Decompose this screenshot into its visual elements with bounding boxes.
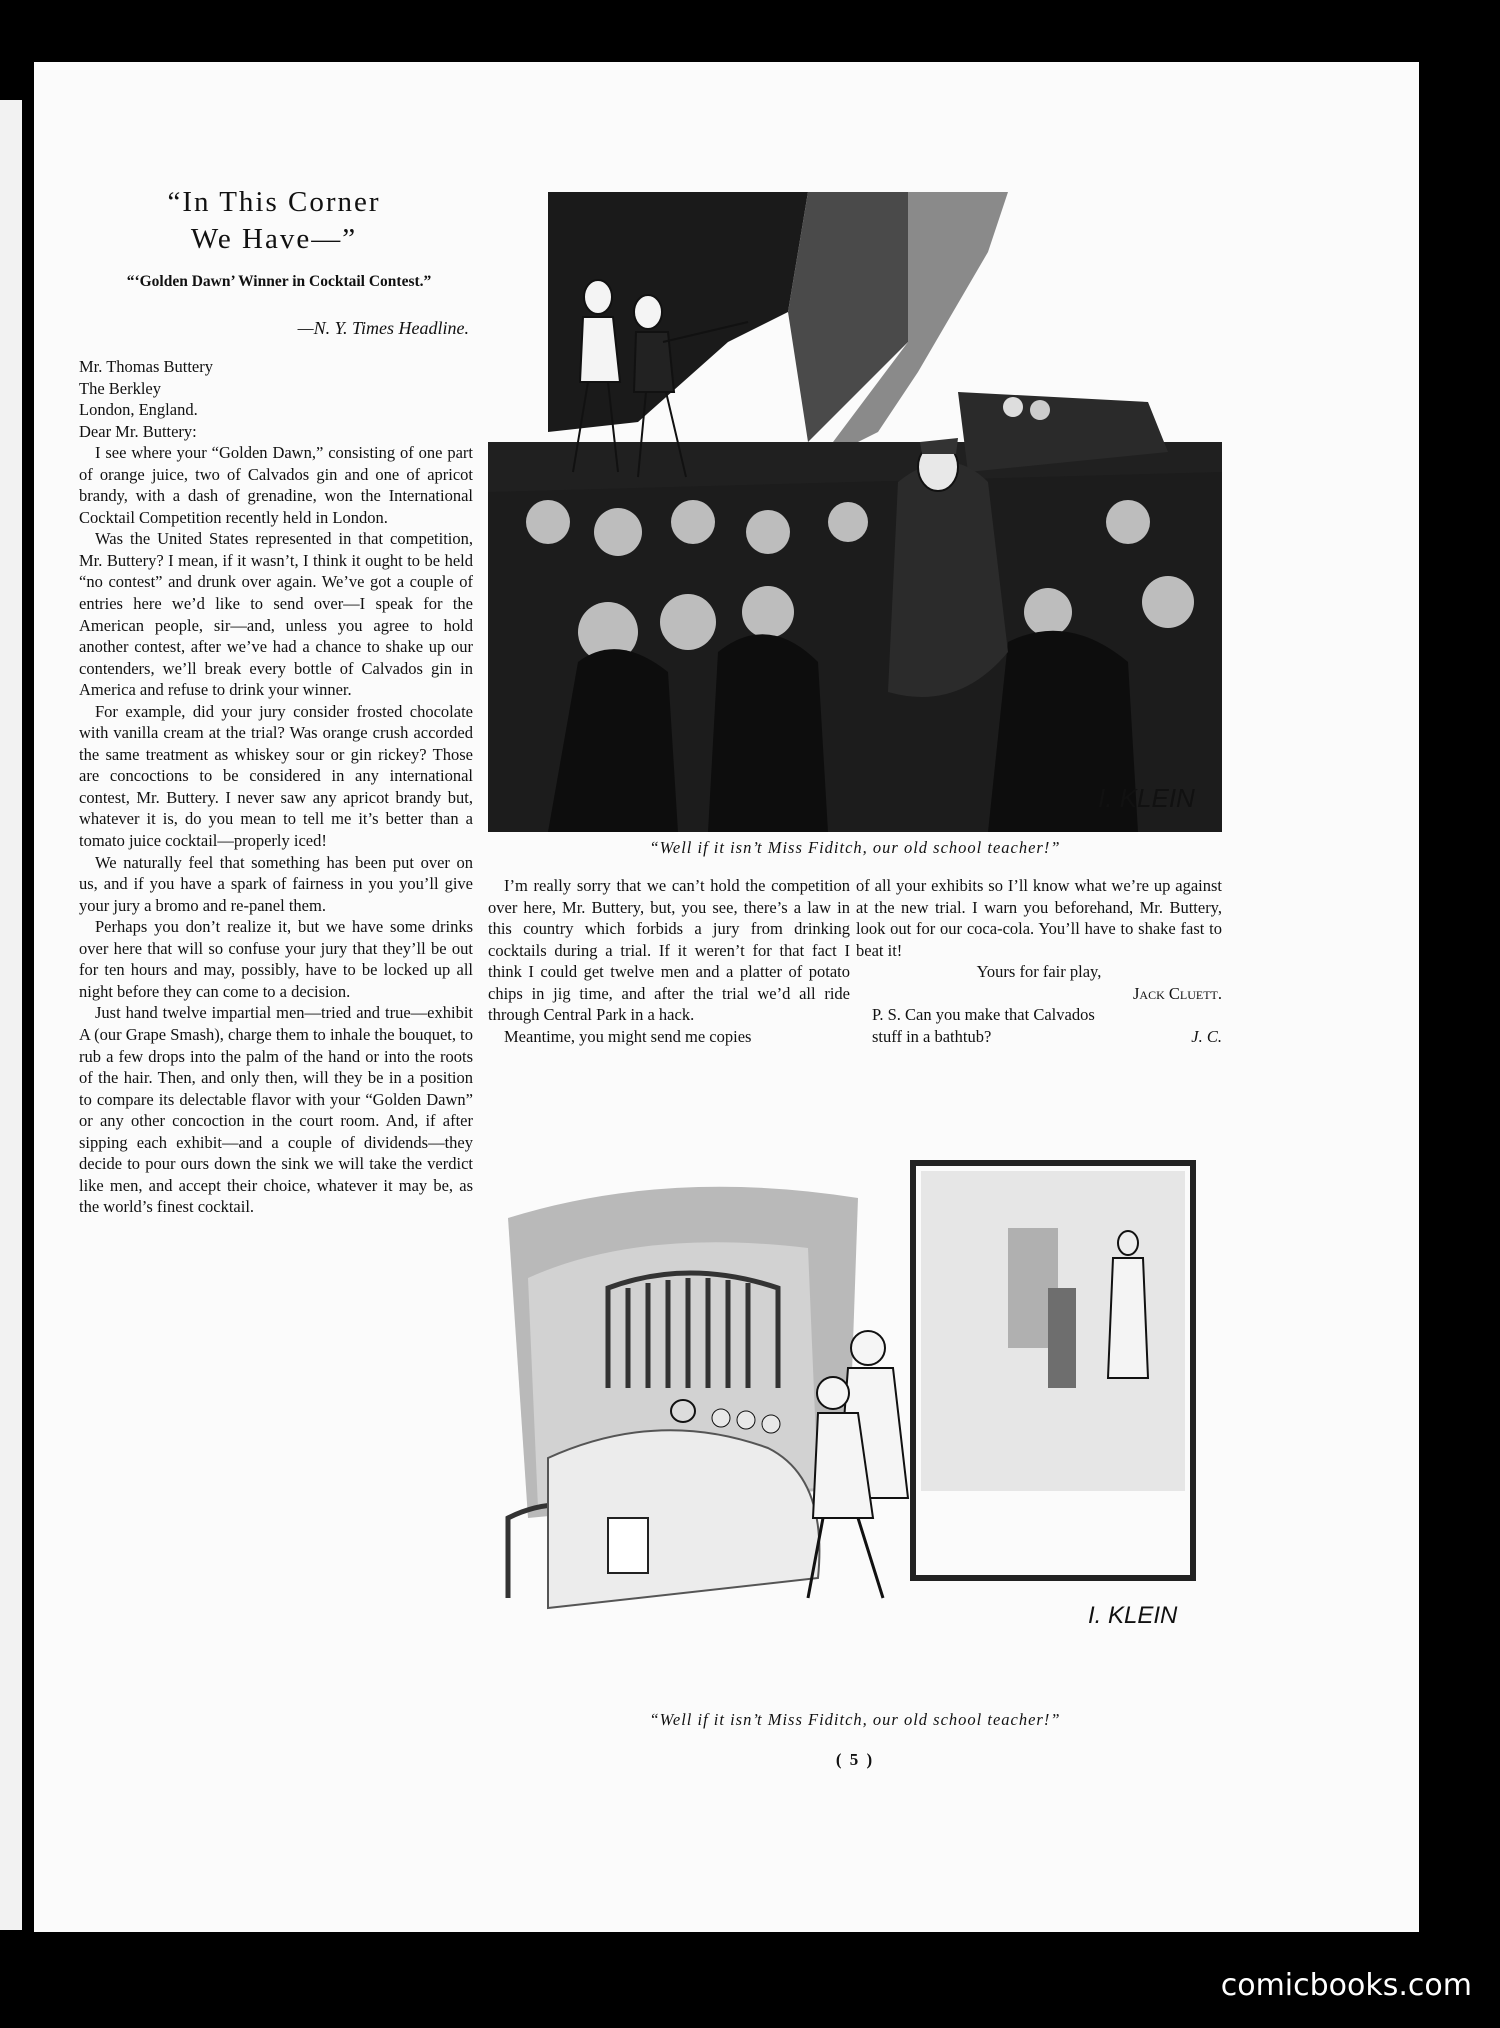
paragraph: Was the United States represented in that competition, Mr. Buttery? I mean, if it wasn’t, I think it ought to be held “no contest” and drunk over again. We’ve got a couple of entries here we’d like to send over—I speak for the American people, sir—and, unless you agree to hold another contest, after we’ve had a chance to shake up our contenders, we’ll break every bottle of Calvados gin in America and refuse to drink your winner. [79, 529, 473, 700]
page-number: ( 5 ) [835, 1750, 875, 1769]
paragraph: Just hand twelve impartial men—tried and true—exhibit A (our Grape Smash), charge them to inhale the bouquet, to rub a few drops into the palm of the hand or into the roots of the hair. Then, and only then, will they be in a position to compare its delectable flavor with your “Golden Dawn” or any other concoction in the court room. And, if after sipping each exhibit—and a couple of dividends—they decide to pour ours down the sink we will take the verdict like men, and accept their choice, whatever it may be, as the world’s finest cocktail. [79, 1003, 473, 1217]
watermark: comicbooks.com [1220, 1968, 1472, 2003]
postscript-initials: J. C. [1191, 1026, 1222, 1046]
postscript-text: stuff in a bathtub? [872, 1026, 992, 1046]
paragraph: Perhaps you don’t realize it, but we have some drinks over here that will so confuse your jury that they’ll be out for ten hours and may, possibly, have to be locked up all night before they can come to a decision. [79, 917, 473, 1001]
paragraph: We naturally feel that something has been put over on us, and if you have a spark of fairness in you you’ll give your jury a bromo and re-panel them. [79, 852, 473, 915]
article-title [94, 184, 454, 258]
top-illustration-signature: I. KLEIN [1098, 783, 1195, 813]
paragraph: Meantime, you might send me copies [504, 1026, 752, 1046]
bottom-illustration-caption: “Well if it isn’t Miss Fiditch, our old school teacher!” [649, 1710, 1061, 1729]
paragraph: For example, did your jury consider frosted chocolate with vanilla cream at the trial? Was orange crush accorded the same treatment as whiskey sour or gin rickey? Those are concoctions to be considered in any international contest, Mr. Buttery. I never saw any apricot brandy but, whatever it is, do you mean to tell me it’s better than a tomato juice cocktail—properly iced! [79, 701, 473, 851]
hospital-cartoon [488, 1158, 1222, 1703]
text-column-3 [856, 875, 1222, 1047]
postscript: P. S. Can you make that Calvados [872, 1005, 1095, 1025]
theater-cartoon [488, 192, 1222, 832]
theater-illustration [488, 192, 1222, 832]
top-illustration-caption: “Well if it isn’t Miss Fiditch, our old school teacher!” [649, 838, 1061, 857]
paragraph: I see where your “Golden Dawn,” consisting of one part of orange juice, two of Calvados gin and one of apricot brandy, with a dash of grenadine, won the International Cocktail Competition recently held in London. [79, 443, 473, 527]
author-signature: Jack Cluett. [1133, 983, 1222, 1003]
salutation: Dear Mr. Buttery: [79, 421, 197, 441]
postscript-line-2 [856, 1026, 1222, 1048]
bottom-illustration-signature: I. KLEIN [1088, 1602, 1178, 1629]
address-line: Mr. Thomas Buttery [79, 357, 213, 376]
headline-quote: “‘Golden Dawn’ Winner in Cocktail Contest.” [126, 273, 432, 290]
paragraph: of all your exhibits so I’ll know what we’re up against at the new trial. I warn you beforehand, Mr. Buttery, look out for our coca-cola. You’ll have to shake fast to beat it! [856, 876, 1222, 960]
text-column-2 [488, 875, 850, 1047]
title-line-1: “In This Corner [167, 186, 381, 218]
previous-page-edge [0, 100, 22, 1930]
magazine-page [34, 62, 1419, 1932]
address-line: London, England. [79, 400, 198, 420]
address-line: The Berkley [79, 378, 162, 398]
paragraph: I’m really sorry that we can’t hold the competition over here, Mr. Buttery, but, you see, there’s a law in this country which forbids a jury from drinking cocktails during a trial. If it weren’t for that fact I think I could get twelve men and a platter of potato chips in jig time, and after the trial we’d all ride through Central Park in a hack. [488, 876, 850, 1025]
hospital-illustration [488, 1158, 1222, 1703]
quote-source: —N. Y. Times Headline. [297, 318, 469, 338]
closing-line: Yours for fair play, [976, 962, 1102, 982]
text-column-1 [79, 356, 473, 1218]
title-line-2: We Have—” [190, 223, 358, 255]
